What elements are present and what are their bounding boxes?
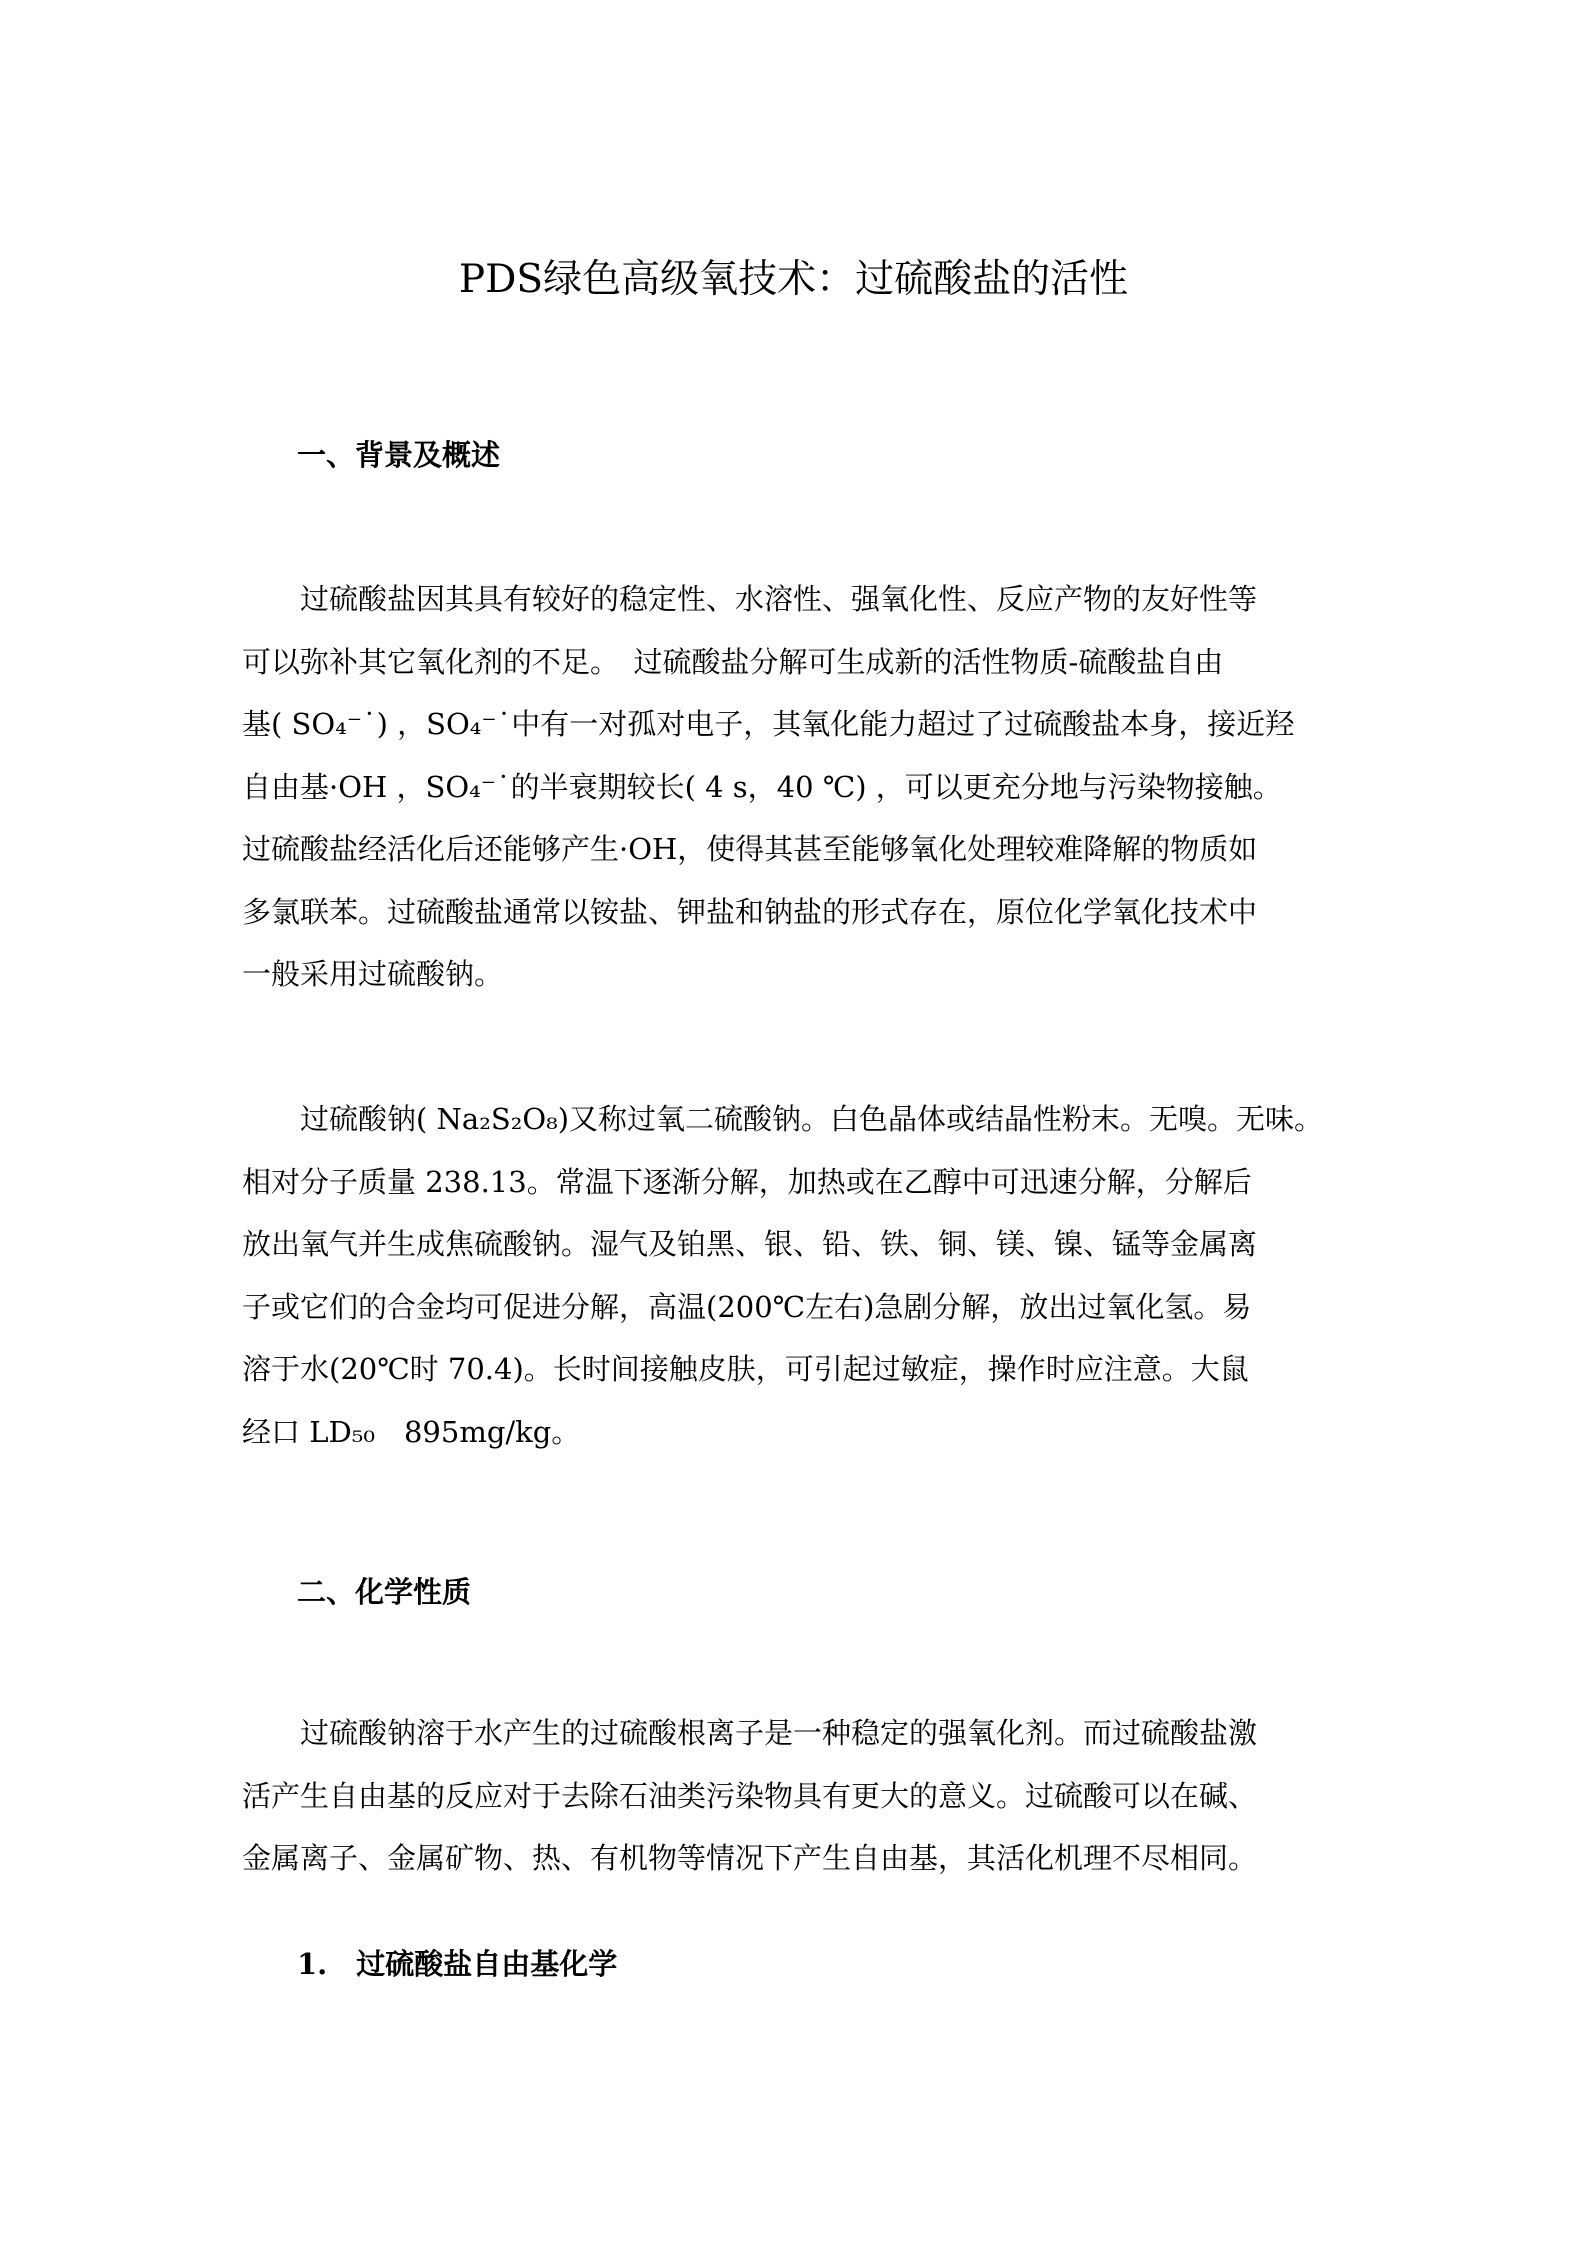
paragraph-line: 活产生自由基的反应对于去除石油类污染物具有更大的意义。过硫酸可以在碱、 xyxy=(242,1778,1258,1813)
paragraph-line: 可以弥补其它氧化剂的不足。 过硫酸盐分解可生成新的活性物质-硫酸盐自由 xyxy=(242,644,1224,679)
paragraph-line: 多氯联苯。过硫酸盐通常以铵盐、钾盐和钠盐的形式存在，原位化学氧化技术中 xyxy=(242,894,1258,929)
paragraph-line: 过硫酸钠( Na₂S₂O₈)又称过氧二硫酸钠。白色晶体或结晶性粉末。无嗅。无味。 xyxy=(300,1102,1324,1136)
paragraph-line: 金属离子、金属矿物、热、有机物等情况下产生自由基，其活化机理不尽相同。 xyxy=(242,1841,1258,1875)
paragraph-line: 过硫酸盐因其具有较好的稳定性、水溶性、强氧化性、反应产物的友好性等 xyxy=(300,582,1258,616)
paragraph-persulfate-overview xyxy=(242,568,1354,1006)
section-heading-background: 一、背景及概述 xyxy=(297,438,501,472)
paragraph-sodium-persulfate xyxy=(242,1088,1354,1463)
paragraph-line: 一般采用过硫酸钠。 xyxy=(242,957,504,991)
paragraph-line: 溶于水(20℃时 70.4)。长时间接触皮肤，可引起过敏症，操作时应注意。大鼠 xyxy=(242,1352,1249,1386)
paragraph-line: 过硫酸盐经活化后还能够产生·OH，使得其甚至能够氧化处理较难降解的物质如 xyxy=(242,832,1258,866)
paragraph-line: 过硫酸钠溶于水产生的过硫酸根离子是一种稳定的强氧化剂。而过硫酸盐激 xyxy=(300,1716,1258,1750)
page-title: PDS绿色高级氧技术：过硫酸盐的活性 xyxy=(458,257,1129,302)
paragraph-line: 基( SO₄⁻˙) ，SO₄⁻˙中有一对孤对电子，其氧化能力超过了过硫酸盐本身，接近羟 xyxy=(242,707,1295,741)
paragraph-line: 经口 LD₅₀ 895mg/kg。 xyxy=(242,1414,581,1449)
paragraph-line: 相对分子质量 238.13。常温下逐渐分解，加热或在乙醇中可迅速分解，分解后 xyxy=(242,1164,1252,1199)
paragraph-chemical-properties xyxy=(242,1702,1354,1890)
paragraph-line: 放出氧气并生成焦硫酸钠。湿气及铂黑、银、铅、铁、铜、镁、镍、锰等金属离 xyxy=(242,1227,1258,1261)
subsection-heading-radical-chemistry: 1. 过硫酸盐自由基化学 xyxy=(297,1947,618,1981)
paragraph-line: 子或它们的合金均可促进分解，高温(200℃左右)急剧分解，放出过氧化氢。易 xyxy=(242,1289,1252,1324)
paragraph-line: 自由基·OH ，SO₄⁻˙的半衰期较长( 4 s，40 ℃) ，可以更充分地与污染物接触。 xyxy=(242,769,1282,804)
section-heading-chemical-properties: 二、化学性质 xyxy=(297,1575,472,1609)
